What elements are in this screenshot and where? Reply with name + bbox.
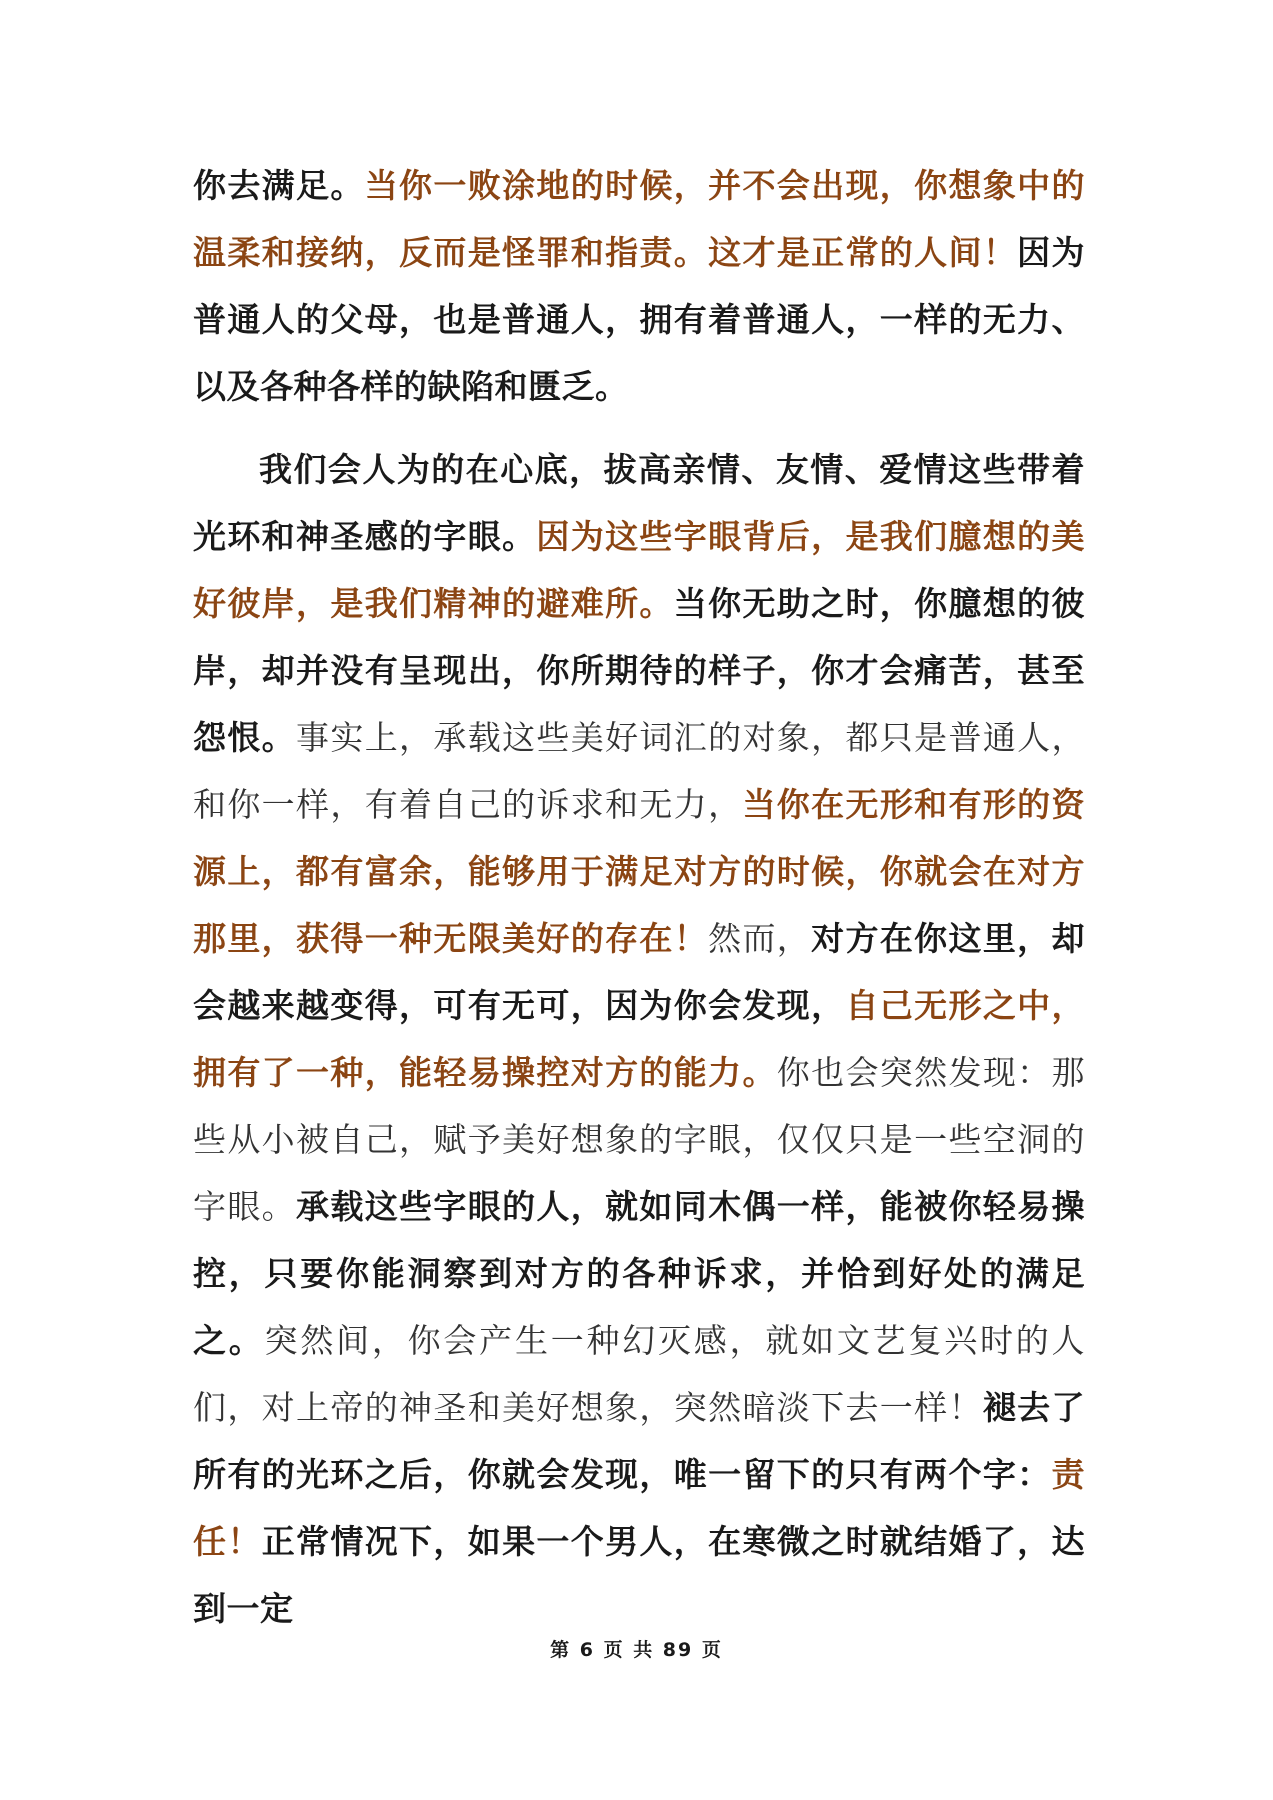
bold-text: 你去满足。 <box>193 166 365 205</box>
plain-text: 你也会突然发现：那些从小被自己，赋予美好想象的字眼，仅仅只是一些空洞的字眼。 <box>193 1053 1086 1226</box>
bold-text: 对方在你这里，却会越来越变得，可有无可，因为你会发现， <box>193 919 1086 1025</box>
paragraph <box>193 152 1085 420</box>
bold-text: 当你无助之时，你臆想的彼岸，却并没有呈现出，你所期待的样子，你才会痛苦，甚至怨恨。 <box>193 584 1086 757</box>
bold-text: 褪去了所有的光环之后，你就会发现，唯一留下的只有两个字： <box>193 1388 1086 1494</box>
highlighted-text: 因为这些字眼背后，是我们臆想的美好彼岸，是我们精神的避难所。 <box>193 517 1086 623</box>
highlighted-text: 当你在无形和有形的资源上，都有富余，能够用于满足对方的时候，你就会在对方那里，获得一种无限美好的存在！ <box>193 785 1086 958</box>
bold-text: 承载这些字眼的人，就如同木偶一样，能被你轻易操控，只要你能洞察到对方的各种诉求，并恰到好处的满足之。 <box>193 1187 1086 1360</box>
page-number-footer: 第 6 页 共 89 页 <box>550 1639 723 1661</box>
paragraph <box>193 436 1085 1642</box>
highlighted-text: 自己无形之中，拥有了一种，能轻易操控对方的能力。 <box>193 986 1086 1092</box>
body-text <box>193 152 1085 1642</box>
plain-text: 事实上，承载这些美好词汇的对象，都只是普通人，和你一样，有着自己的诉求和无力， <box>193 718 1086 824</box>
bold-text: 我们会人为的在心底，拔高亲情、友情、爱情这些带着光环和神圣感的字眼。 <box>193 450 1085 556</box>
bold-text: 因为普通人的父母，也是普通人，拥有着普通人，一样的无力、以及各种各样的缺陷和匮乏。 <box>193 233 1086 406</box>
plain-text: 突然间，你会产生一种幻灭感，就如文艺复兴时的人们，对上帝的神圣和美好想象，突然暗淡下去一样！ <box>193 1321 1086 1427</box>
plain-text: 然而， <box>708 919 812 958</box>
highlighted-text: 责任！ <box>193 1455 1085 1561</box>
highlighted-text: 当你一败涂地的时候，并不会出现，你想象中的温柔和接纳，反而是怪罪和指责。这才是正常的人间！ <box>193 166 1086 272</box>
bold-text: 正常情况下，如果一个男人，在寒微之时就结婚了，达到一定 <box>193 1522 1086 1628</box>
